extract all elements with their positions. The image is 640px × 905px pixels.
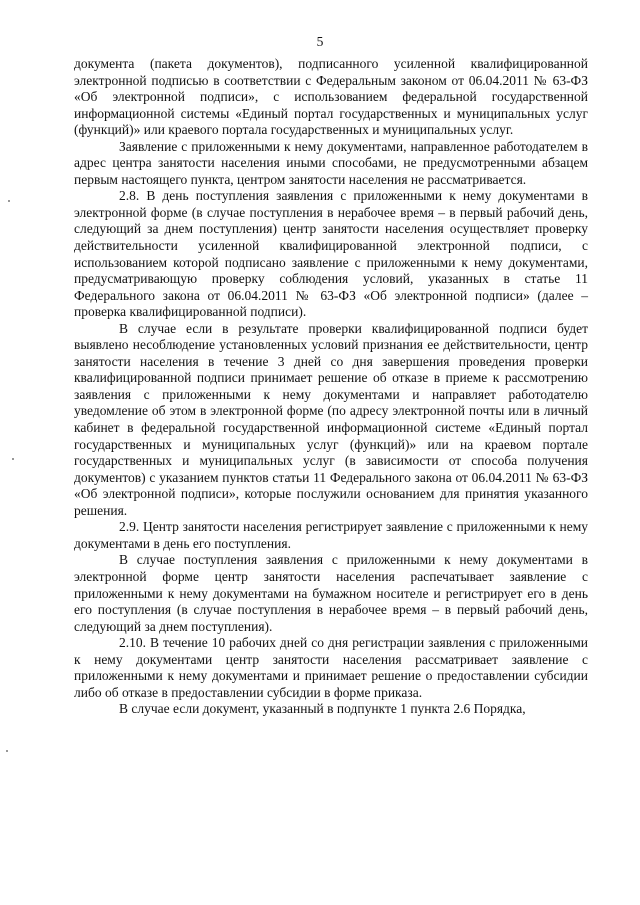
document-body (74, 56, 588, 718)
scan-speck (12, 458, 14, 460)
page-number: 5 (316, 34, 324, 49)
scan-speck (6, 750, 8, 752)
paragraph-2: Заявление с приложенными к нему документами, направленное работодателем в адрес центра занятости населения иными способами, не предусмотренными абзацем первым настоящего пункта, центром занятости населения не рассматривается. (74, 138, 588, 187)
paragraph-6: В случае поступления заявления с приложенными к нему документами в электронной форме центр занятости населения распечатывает заявление с приложенными к нему документами на бумажном носителе и регистрирует его в день его поступления (в случае поступления в нерабочее время – в первый рабочий день, следующий за днем поступления). (74, 552, 588, 634)
paragraph-5: 2.9. Центр занятости населения регистрирует заявление с приложенными к нему документами в день его поступления. (74, 519, 588, 551)
scan-speck (8, 200, 10, 202)
paragraph-1: документа (пакета документов), подписанного усиленной квалифицированной электронной подписью в соответствии с Федеральным законом от 06.04.2011 № 63-ФЗ «Об электронной подписи», с использованием федеральной государственной информационной системы «Единый портал государственных и муниципальных услуг (функций)» или краевого портала государственных и муниципальных услуг. (74, 56, 588, 138)
paragraph-8: В случае если документ, указанный в подпункте 1 пункта 2.6 Порядка, (119, 701, 526, 717)
paragraph-4: В случае если в результате проверки квалифицированной подписи будет выявлено несоблюдение установленных условий признания ее действительности, центр занятости населения в течение 3 дней со дня завершения проведения проверки квалифицированной подписи принимает решение об отказе в приеме к рассмотрению заявления с приложенными к нему документами и направляет работодателю уведомление об этом в электронной форме (по адресу электронной почты или в личный кабинет в федеральной государственной информационной системе «Единый портал государственных и муниципальных услуг (функций)» или на краевом портале государственных и муниципальных услуг (в зависимости от способа получения документов) с указанием пунктов статьи 11 Федерального закона от 06.04.2011 № 63-ФЗ «Об электронной подписи», которые послужили основанием для принятия указанного решения. (74, 320, 588, 518)
paragraph-7: 2.10. В течение 10 рабочих дней со дня регистрации заявления с приложенными к нему документами центр занятости населения рассматривает заявление с приложенными к нему документами и принимает решение о предоставлении субсидии либо об отказе в предоставлении субсидии в форме приказа. (74, 635, 588, 700)
paragraph-3: 2.8. В день поступления заявления с приложенными к нему документами в электронной форме (в случае поступления в нерабочее время – в первый рабочий день, следующий за днем поступления) центр занятости населения осуществляет проверку действительности усиленной квалифицированной электронной подписи, с использованием которой подписано заявление с приложенными к нему документами, предусматривающую проверку соблюдения условий, указанных в статье 11 Федерального закона от 06.04.2011 № 63-ФЗ «Об электронной подписи» (далее – проверка квалифицированной подписи). (74, 188, 588, 320)
